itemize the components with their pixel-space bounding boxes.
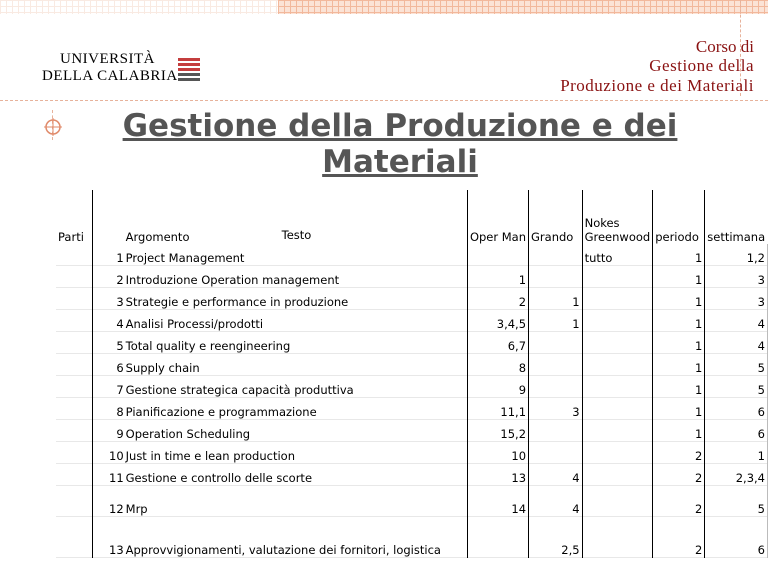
top-grid-band-left [0, 0, 278, 14]
table-row [56, 288, 768, 310]
cell-parti [56, 486, 93, 517]
cell-num: 4 [116, 317, 124, 331]
cell-settimana: 1,2 [705, 244, 768, 266]
cell-parti [56, 398, 93, 420]
table-row [56, 244, 768, 266]
cell-periodo: 1 [653, 354, 705, 376]
cell-num: 9 [116, 427, 124, 441]
header-oper-man: Oper Man [467, 190, 528, 244]
cell-argomento: Gestione e controllo delle scorte [125, 471, 313, 485]
cell-nokes-greenwood [582, 288, 653, 310]
cell-periodo: 2 [653, 486, 705, 517]
logo-line1: UNIVERSITÀ [60, 51, 155, 67]
table-row [56, 376, 768, 398]
cell-grando: 3 [529, 398, 583, 420]
cell-argomento: Gestione strategica capacità produttiva [125, 383, 354, 397]
cell-periodo: 1 [653, 266, 705, 288]
cell-parti [56, 442, 93, 464]
cell-grando: 2,5 [529, 517, 583, 558]
cell-nokes-greenwood [582, 354, 653, 376]
cell-oper-man: 8 [467, 354, 528, 376]
cell-settimana: 4 [705, 310, 768, 332]
cell-parti [56, 266, 93, 288]
cell-nokes-greenwood [582, 332, 653, 354]
header-num [93, 190, 124, 244]
cell-argomento: Operation Scheduling [125, 427, 251, 441]
cell-nokes-greenwood: tutto [582, 244, 653, 266]
logo-mark-icon [178, 58, 200, 84]
cell-argomento: Just in time e lean production [125, 449, 295, 463]
cell-oper-man: 6,7 [467, 332, 528, 354]
header-nokes-greenwood [582, 190, 653, 244]
header-settimana: settimana [707, 230, 766, 244]
course-line1: Corso di [695, 37, 754, 56]
cell-nokes-greenwood [582, 442, 653, 464]
circle-marker-icon [44, 118, 62, 136]
cell-parti [56, 244, 93, 266]
cell-num: 5 [116, 339, 124, 353]
cell-periodo: 1 [653, 398, 705, 420]
cell-num: 1 [116, 251, 124, 265]
cell-grando: 1 [529, 310, 583, 332]
cell-oper-man [467, 517, 528, 558]
header-nokes: Nokes [584, 216, 620, 230]
cell-grando [529, 420, 583, 442]
cell-nokes-greenwood [582, 376, 653, 398]
page-title [120, 108, 680, 180]
course-table [56, 190, 768, 558]
cell-nokes-greenwood [582, 420, 653, 442]
cell-periodo: 1 [653, 420, 705, 442]
top-grid-band [278, 0, 768, 14]
table-row [56, 486, 768, 517]
page-title-line2: Materiali [322, 144, 478, 180]
header-testo: Testo [281, 228, 312, 242]
cell-nokes-greenwood [582, 464, 653, 486]
table-row [56, 310, 768, 332]
table-header-row [56, 190, 768, 244]
cell-num: 3 [116, 295, 124, 309]
cell-settimana: 5 [705, 486, 768, 517]
cell-periodo: 2 [653, 464, 705, 486]
cell-settimana: 1 [705, 442, 768, 464]
cell-argomento: Total quality e reengineering [125, 339, 291, 353]
cell-oper-man: 13 [467, 464, 528, 486]
cell-periodo: 1 [653, 288, 705, 310]
table-row [56, 398, 768, 420]
table-row [56, 266, 768, 288]
cell-parti [56, 376, 93, 398]
cell-settimana: 4 [705, 332, 768, 354]
cell-periodo: 1 [653, 376, 705, 398]
cell-num: 12 [109, 502, 124, 516]
cell-nokes-greenwood [582, 398, 653, 420]
cell-argomento: Supply chain [125, 361, 200, 375]
cell-num: 7 [116, 383, 124, 397]
course-line3: Produzione e dei Materiali [560, 76, 754, 95]
cell-periodo: 1 [653, 310, 705, 332]
cell-oper-man: 9 [467, 376, 528, 398]
cell-settimana: 6 [705, 398, 768, 420]
cell-argomento: Pianificazione e programmazione [125, 405, 317, 419]
header-grando: Grando [529, 190, 583, 244]
cell-grando: 4 [529, 486, 583, 517]
cell-argomento: Analisi Processi/prodotti [125, 317, 264, 331]
decorative-hline [0, 100, 768, 101]
table-row [56, 464, 768, 486]
cell-nokes-greenwood [582, 517, 653, 558]
cell-settimana: 3 [705, 266, 768, 288]
cell-grando [529, 442, 583, 464]
cell-parti [56, 464, 93, 486]
table-row [56, 332, 768, 354]
cell-num: 13 [109, 543, 124, 557]
cell-settimana: 6 [705, 420, 768, 442]
cell-argomento: Approvvigionamenti, valutazione dei fornitori, logistica [125, 543, 441, 557]
table-row [56, 442, 768, 464]
logo-line2: DELLA CALABRIA [42, 68, 178, 84]
university-logo [42, 52, 200, 86]
cell-num: 2 [116, 273, 124, 287]
cell-argomento: Introduzione Operation management [125, 273, 340, 287]
table-row [56, 517, 768, 558]
cell-grando: 1 [529, 288, 583, 310]
cell-oper-man: 2 [467, 288, 528, 310]
cell-grando [529, 332, 583, 354]
cell-parti [56, 310, 93, 332]
header-greenwood: Greenwood [584, 230, 651, 244]
cell-num: 8 [116, 405, 124, 419]
table-body [56, 244, 768, 558]
header-parti: Parti [56, 190, 93, 244]
cell-oper-man: 3,4,5 [467, 310, 528, 332]
cell-argomento: Mrp [125, 502, 148, 516]
cell-num: 6 [116, 361, 124, 375]
cell-parti [56, 420, 93, 442]
table-row [56, 354, 768, 376]
cell-settimana: 3 [705, 288, 768, 310]
cell-settimana: 5 [705, 354, 768, 376]
cell-nokes-greenwood [582, 266, 653, 288]
cell-parti [56, 354, 93, 376]
cell-oper-man: 11,1 [467, 398, 528, 420]
cell-periodo: 2 [653, 517, 705, 558]
header-argomento [124, 190, 468, 244]
cell-periodo: 1 [653, 244, 705, 266]
cell-oper-man [467, 244, 528, 266]
cell-grando [529, 354, 583, 376]
cell-periodo: 2 [653, 442, 705, 464]
cell-num: 10 [109, 449, 124, 463]
cell-settimana: 2,3,4 [705, 464, 768, 486]
cell-oper-man: 15,2 [467, 420, 528, 442]
course-heading [560, 38, 754, 96]
table-row [56, 420, 768, 442]
cell-nokes-greenwood [582, 486, 653, 517]
header-periodo: periodo [653, 190, 705, 244]
cell-grando [529, 266, 583, 288]
cell-argomento: Strategie e performance in produzione [125, 295, 349, 309]
cell-settimana: 5 [705, 376, 768, 398]
cell-oper-man: 10 [467, 442, 528, 464]
cell-grando [529, 244, 583, 266]
cell-parti [56, 288, 93, 310]
page-title-line1: Gestione della Produzione e dei [122, 108, 678, 144]
cell-settimana: 6 [705, 517, 768, 558]
cell-parti [56, 517, 93, 558]
cell-grando [529, 376, 583, 398]
cell-argomento: Project Management [125, 251, 245, 265]
cell-oper-man: 1 [467, 266, 528, 288]
course-line2: Gestione della [649, 56, 754, 75]
cell-periodo: 1 [653, 332, 705, 354]
cell-oper-man: 14 [467, 486, 528, 517]
cell-nokes-greenwood [582, 310, 653, 332]
cell-grando: 4 [529, 464, 583, 486]
header-argomento-label: Argomento [125, 230, 190, 244]
cell-parti [56, 332, 93, 354]
cell-num: 11 [109, 471, 124, 485]
